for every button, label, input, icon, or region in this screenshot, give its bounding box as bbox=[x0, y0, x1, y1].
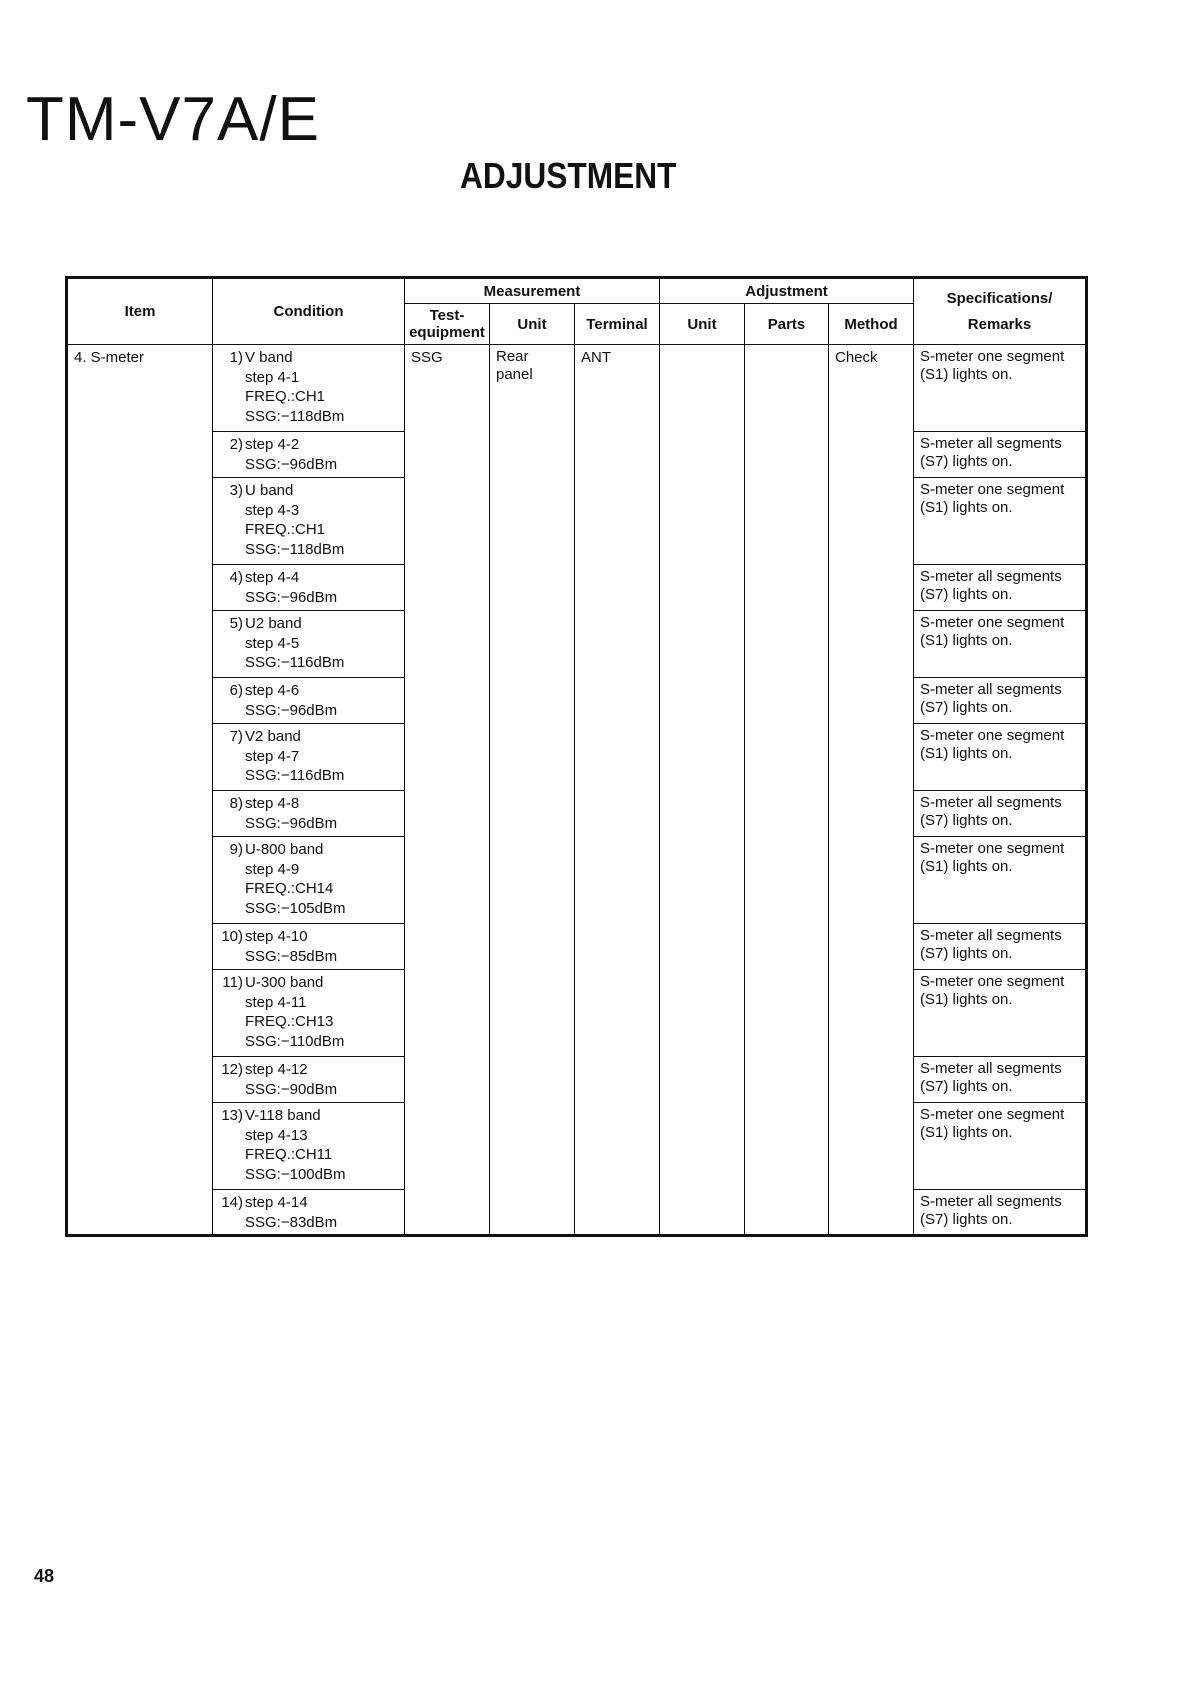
table-header bbox=[67, 278, 1087, 345]
condition-text: step 4-5 bbox=[245, 634, 300, 652]
spec-cell bbox=[914, 924, 1087, 970]
table-body bbox=[67, 345, 1087, 1236]
header-condition: Condition bbox=[213, 278, 405, 345]
parts-cell bbox=[745, 924, 829, 970]
condition-line bbox=[215, 387, 400, 407]
table-row bbox=[67, 478, 1087, 565]
parts-cell bbox=[745, 611, 829, 678]
meas-unit-cell bbox=[490, 970, 575, 1057]
method-cell bbox=[829, 924, 914, 970]
adj-unit-cell bbox=[660, 970, 745, 1057]
terminal-cell bbox=[575, 970, 660, 1057]
method-cell bbox=[829, 1103, 914, 1190]
spec-line: S-meter all segments bbox=[920, 1193, 1062, 1210]
condition-line bbox=[215, 481, 400, 501]
terminal-cell bbox=[575, 678, 660, 724]
condition-cell bbox=[213, 970, 405, 1057]
spec-cell bbox=[914, 724, 1087, 791]
spec-line: (S1) lights on. bbox=[920, 498, 1013, 516]
condition-line bbox=[215, 1213, 400, 1233]
condition-cell bbox=[213, 345, 405, 432]
condition-text: SSG:−96dBm bbox=[245, 588, 338, 606]
test-equipment-cell bbox=[405, 432, 490, 478]
spec-cell bbox=[914, 678, 1087, 724]
header-method: Method bbox=[829, 304, 914, 345]
condition-text: U-300 band bbox=[245, 974, 324, 991]
condition-line bbox=[215, 368, 400, 388]
header-specifications bbox=[914, 278, 1087, 345]
test-equipment-cell bbox=[405, 1190, 490, 1236]
condition-number: 5) bbox=[229, 615, 243, 632]
condition-line bbox=[215, 973, 400, 993]
test-equipment-cell bbox=[405, 970, 490, 1057]
spec-line: (S1) lights on. bbox=[920, 857, 1013, 875]
terminal-cell bbox=[575, 724, 660, 791]
spec-cell bbox=[914, 432, 1087, 478]
spec-line: (S1) lights on. bbox=[920, 990, 1013, 1008]
condition-text: SSG:−90dBm bbox=[245, 1080, 338, 1098]
condition-number: 11) bbox=[222, 974, 243, 991]
spec-cell bbox=[914, 1190, 1087, 1236]
adj-unit-cell bbox=[660, 924, 745, 970]
test-equipment-cell bbox=[405, 837, 490, 924]
spec-line: S-meter one segment bbox=[920, 1106, 1065, 1123]
condition-line bbox=[215, 568, 400, 588]
condition-line bbox=[215, 727, 400, 747]
meas-unit-cell bbox=[490, 432, 575, 478]
condition-text: U band bbox=[245, 482, 294, 499]
condition-text: SSG:−100dBm bbox=[245, 1165, 346, 1183]
method-cell bbox=[829, 970, 914, 1057]
condition-number: 10) bbox=[221, 928, 243, 945]
terminal-cell bbox=[575, 791, 660, 837]
condition-line bbox=[215, 653, 400, 673]
condition-line bbox=[215, 520, 400, 540]
method-cell bbox=[829, 791, 914, 837]
terminal-cell bbox=[575, 1190, 660, 1236]
condition-number: 2) bbox=[229, 436, 243, 453]
condition-text: SSG:−118dBm bbox=[245, 407, 345, 425]
condition-line bbox=[215, 766, 400, 786]
condition-text: V band bbox=[245, 349, 293, 366]
condition-text: SSG:−83dBm bbox=[245, 1213, 338, 1231]
meas-unit-cell bbox=[490, 924, 575, 970]
condition-number: 1) bbox=[229, 349, 243, 366]
method-cell bbox=[829, 611, 914, 678]
condition-text: step 4-9 bbox=[245, 860, 300, 878]
spec-line: S-meter one segment bbox=[920, 614, 1065, 631]
parts-cell bbox=[745, 478, 829, 565]
condition-line bbox=[215, 899, 400, 919]
condition-text: SSG:−105dBm bbox=[245, 899, 346, 917]
adjustment-table bbox=[65, 276, 1088, 1237]
condition-line bbox=[215, 435, 400, 455]
condition-text: step 4-3 bbox=[245, 501, 300, 519]
condition-line bbox=[215, 927, 400, 947]
condition-text: FREQ.:CH14 bbox=[245, 880, 334, 897]
parts-cell bbox=[745, 678, 829, 724]
condition-text: step 4-6 bbox=[245, 682, 300, 699]
table-row bbox=[67, 1190, 1087, 1236]
test-equipment-cell bbox=[405, 791, 490, 837]
condition-number: 13) bbox=[221, 1107, 243, 1124]
terminal-cell bbox=[575, 924, 660, 970]
test-equipment-cell bbox=[405, 724, 490, 791]
table-row bbox=[67, 678, 1087, 724]
terminal-cell bbox=[575, 611, 660, 678]
test-equipment-cell bbox=[405, 1057, 490, 1103]
parts-cell bbox=[745, 345, 829, 432]
meas-unit-cell bbox=[490, 678, 575, 724]
condition-cell bbox=[213, 837, 405, 924]
meas-unit-cell bbox=[490, 724, 575, 791]
test-equipment-cell: SSG bbox=[405, 345, 490, 432]
adj-unit-cell bbox=[660, 478, 745, 565]
condition-line bbox=[215, 588, 400, 608]
meas-unit-cell bbox=[490, 345, 575, 432]
condition-text: step 4-14 bbox=[245, 1194, 308, 1211]
condition-number: 14) bbox=[221, 1194, 243, 1211]
spec-cell bbox=[914, 611, 1087, 678]
condition-text: SSG:−118dBm bbox=[245, 540, 345, 558]
condition-cell bbox=[213, 724, 405, 791]
spec-line: S-meter all segments bbox=[920, 1060, 1062, 1077]
spec-cell bbox=[914, 1103, 1087, 1190]
adj-unit-cell bbox=[660, 1057, 745, 1103]
spec-line: (S1) lights on. bbox=[920, 1123, 1013, 1141]
condition-line bbox=[215, 947, 400, 967]
condition-text: V2 band bbox=[245, 728, 301, 745]
method-cell bbox=[829, 837, 914, 924]
test-equipment-cell bbox=[405, 611, 490, 678]
condition-number: 6) bbox=[229, 682, 243, 699]
table-row bbox=[67, 611, 1087, 678]
condition-line bbox=[215, 634, 400, 654]
adj-unit-cell bbox=[660, 345, 745, 432]
adj-unit-cell bbox=[660, 791, 745, 837]
spec-line: (S7) lights on. bbox=[920, 811, 1013, 829]
condition-text: SSG:−110dBm bbox=[245, 1032, 345, 1050]
condition-cell bbox=[213, 565, 405, 611]
condition-line bbox=[215, 1145, 400, 1165]
spec-line: (S7) lights on. bbox=[920, 944, 1013, 962]
spec-cell bbox=[914, 1057, 1087, 1103]
spec-line: S-meter one segment bbox=[920, 348, 1065, 365]
method-cell bbox=[829, 478, 914, 565]
table-row bbox=[67, 565, 1087, 611]
condition-text: step 4-2 bbox=[245, 436, 300, 453]
header-adj-unit: Unit bbox=[660, 304, 745, 345]
condition-text: step 4-4 bbox=[245, 569, 300, 586]
condition-text: step 4-12 bbox=[245, 1061, 308, 1078]
spec-line: (S7) lights on. bbox=[920, 452, 1013, 470]
header-adjustment: Adjustment bbox=[660, 278, 914, 304]
method-cell: Check bbox=[829, 345, 914, 432]
terminal-cell bbox=[575, 1057, 660, 1103]
page-title: ADJUSTMENT bbox=[460, 155, 677, 196]
condition-cell bbox=[213, 1057, 405, 1103]
adj-unit-cell bbox=[660, 1103, 745, 1190]
method-cell bbox=[829, 1057, 914, 1103]
test-equipment-cell bbox=[405, 478, 490, 565]
condition-text: U2 band bbox=[245, 615, 302, 632]
condition-text: SSG:−116dBm bbox=[245, 767, 345, 784]
condition-line bbox=[215, 794, 400, 814]
condition-line bbox=[215, 814, 400, 834]
condition-line bbox=[215, 1193, 400, 1213]
spec-cell bbox=[914, 970, 1087, 1057]
condition-line bbox=[215, 879, 400, 899]
parts-cell bbox=[745, 791, 829, 837]
meas-unit-line2: panel bbox=[496, 366, 533, 383]
spec-line: S-meter one segment bbox=[920, 727, 1065, 744]
condition-number: 9) bbox=[229, 841, 243, 858]
condition-text: step 4-11 bbox=[245, 993, 307, 1011]
condition-text: step 4-10 bbox=[245, 928, 308, 945]
condition-line bbox=[215, 540, 400, 560]
terminal-cell bbox=[575, 478, 660, 565]
meas-unit-cell bbox=[490, 791, 575, 837]
condition-line bbox=[215, 1165, 400, 1185]
header-item: Item bbox=[67, 278, 213, 345]
spec-line: (S7) lights on. bbox=[920, 1077, 1013, 1095]
table-row bbox=[67, 432, 1087, 478]
condition-line bbox=[215, 501, 400, 521]
model-name: TM-V7A/E bbox=[26, 85, 320, 154]
condition-line bbox=[215, 1060, 400, 1080]
spec-cell bbox=[914, 345, 1087, 432]
condition-line bbox=[215, 1106, 400, 1126]
condition-text: SSG:−96dBm bbox=[245, 814, 338, 832]
condition-number: 3) bbox=[229, 482, 243, 499]
parts-cell bbox=[745, 565, 829, 611]
method-cell bbox=[829, 432, 914, 478]
parts-cell bbox=[745, 970, 829, 1057]
condition-line bbox=[215, 407, 400, 427]
meas-unit-cell bbox=[490, 837, 575, 924]
header-specs-line1: Specifications/ bbox=[946, 290, 1053, 307]
spec-line: S-meter all segments bbox=[920, 794, 1062, 811]
adj-unit-cell bbox=[660, 837, 745, 924]
condition-number: 4) bbox=[229, 569, 243, 586]
condition-text: SSG:−116dBm bbox=[245, 654, 345, 671]
adj-unit-cell bbox=[660, 611, 745, 678]
condition-cell bbox=[213, 1103, 405, 1190]
table-row bbox=[67, 724, 1087, 791]
table-row bbox=[67, 791, 1087, 837]
adj-unit-cell bbox=[660, 678, 745, 724]
parts-cell bbox=[745, 432, 829, 478]
test-equipment-cell bbox=[405, 678, 490, 724]
spec-line: (S1) lights on. bbox=[920, 744, 1013, 762]
condition-line bbox=[215, 840, 400, 860]
table-row bbox=[67, 970, 1087, 1057]
condition-number: 8) bbox=[229, 795, 243, 812]
condition-line bbox=[215, 747, 400, 767]
condition-text: step 4-13 bbox=[245, 1126, 308, 1144]
header-specs-line2: Remarks bbox=[967, 315, 1032, 333]
condition-text: U-800 band bbox=[245, 841, 324, 858]
condition-text: step 4-7 bbox=[245, 747, 300, 765]
page-number: 48 bbox=[34, 1566, 55, 1586]
condition-line bbox=[215, 348, 400, 368]
condition-number: 12) bbox=[221, 1061, 243, 1078]
condition-text: FREQ.:CH11 bbox=[245, 1146, 333, 1163]
meas-unit-cell bbox=[490, 1103, 575, 1190]
terminal-cell bbox=[575, 565, 660, 611]
spec-line: S-meter one segment bbox=[920, 840, 1065, 857]
condition-line bbox=[215, 1126, 400, 1146]
adj-unit-cell bbox=[660, 565, 745, 611]
terminal-cell: ANT bbox=[575, 345, 660, 432]
condition-line bbox=[215, 455, 400, 475]
condition-number: 7) bbox=[229, 728, 243, 745]
condition-cell bbox=[213, 1190, 405, 1236]
condition-text: FREQ.:CH1 bbox=[245, 521, 326, 538]
table-row bbox=[67, 1057, 1087, 1103]
condition-text: SSG:−96dBm bbox=[245, 455, 338, 473]
spec-line: S-meter all segments bbox=[920, 681, 1062, 698]
spec-line: (S7) lights on. bbox=[920, 1210, 1013, 1228]
meas-unit-line1: Rear bbox=[496, 348, 529, 365]
method-cell bbox=[829, 724, 914, 791]
spec-line: S-meter one segment bbox=[920, 481, 1065, 498]
adj-unit-cell bbox=[660, 432, 745, 478]
condition-line bbox=[215, 1080, 400, 1100]
parts-cell bbox=[745, 1057, 829, 1103]
spec-cell bbox=[914, 478, 1087, 565]
table-row bbox=[67, 924, 1087, 970]
terminal-cell bbox=[575, 432, 660, 478]
spec-line: S-meter all segments bbox=[920, 927, 1062, 944]
spec-line: S-meter one segment bbox=[920, 973, 1065, 990]
table-row bbox=[67, 1103, 1087, 1190]
test-equipment-cell bbox=[405, 924, 490, 970]
test-equipment-cell bbox=[405, 565, 490, 611]
condition-text: FREQ.:CH13 bbox=[245, 1013, 334, 1030]
spec-cell bbox=[914, 837, 1087, 924]
spec-line: S-meter all segments bbox=[920, 568, 1062, 585]
spec-line: (S7) lights on. bbox=[920, 585, 1013, 603]
condition-line bbox=[215, 681, 400, 701]
condition-cell bbox=[213, 432, 405, 478]
spec-line: (S7) lights on. bbox=[920, 698, 1013, 716]
condition-cell bbox=[213, 924, 405, 970]
spec-line: (S1) lights on. bbox=[920, 631, 1013, 649]
condition-cell bbox=[213, 478, 405, 565]
condition-cell bbox=[213, 611, 405, 678]
spec-cell bbox=[914, 791, 1087, 837]
meas-unit-cell bbox=[490, 565, 575, 611]
parts-cell bbox=[745, 724, 829, 791]
condition-text: SSG:−85dBm bbox=[245, 947, 338, 965]
adj-unit-cell bbox=[660, 724, 745, 791]
condition-line bbox=[215, 614, 400, 634]
header-parts: Parts bbox=[745, 304, 829, 345]
condition-text: V-118 band bbox=[245, 1107, 321, 1124]
method-cell bbox=[829, 678, 914, 724]
meas-unit-cell bbox=[490, 1190, 575, 1236]
parts-cell bbox=[745, 1190, 829, 1236]
meas-unit-cell bbox=[490, 1057, 575, 1103]
condition-line bbox=[215, 993, 400, 1013]
terminal-cell bbox=[575, 1103, 660, 1190]
condition-line bbox=[215, 1032, 400, 1052]
condition-text: SSG:−96dBm bbox=[245, 701, 338, 719]
table-row bbox=[67, 345, 1087, 432]
method-cell bbox=[829, 565, 914, 611]
table-row bbox=[67, 837, 1087, 924]
item-cell: 4. S-meter bbox=[67, 345, 213, 1236]
condition-line bbox=[215, 1012, 400, 1032]
header-test-equipment: Test-equipment bbox=[405, 304, 490, 345]
spec-line: S-meter all segments bbox=[920, 435, 1062, 452]
condition-text: step 4-8 bbox=[245, 795, 300, 812]
method-cell bbox=[829, 1190, 914, 1236]
header-meas-unit: Unit bbox=[490, 304, 575, 345]
parts-cell bbox=[745, 837, 829, 924]
terminal-cell bbox=[575, 837, 660, 924]
parts-cell bbox=[745, 1103, 829, 1190]
test-equipment-cell bbox=[405, 1103, 490, 1190]
condition-line bbox=[215, 860, 400, 880]
meas-unit-cell bbox=[490, 478, 575, 565]
condition-text: FREQ.:CH1 bbox=[245, 388, 326, 405]
condition-text: step 4-1 bbox=[245, 368, 300, 386]
condition-cell bbox=[213, 678, 405, 724]
header-measurement: Measurement bbox=[405, 278, 660, 304]
condition-line bbox=[215, 701, 400, 721]
condition-cell bbox=[213, 791, 405, 837]
meas-unit-cell bbox=[490, 611, 575, 678]
spec-cell bbox=[914, 565, 1087, 611]
spec-line: (S1) lights on. bbox=[920, 365, 1013, 383]
header-terminal: Terminal bbox=[575, 304, 660, 345]
adj-unit-cell bbox=[660, 1190, 745, 1236]
